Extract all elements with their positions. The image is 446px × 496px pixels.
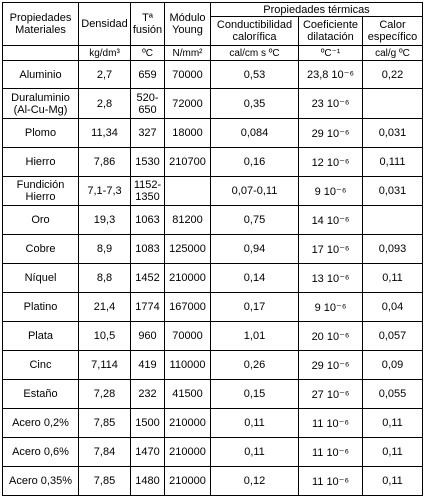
header-material: Propiedades Materiales [3, 3, 79, 46]
cell-material: Aluminio [3, 61, 79, 89]
header-specific-heat: Calor específico [363, 17, 423, 46]
cell-expansion: 13 10⁻⁶ [299, 264, 363, 293]
table-row [3, 293, 423, 322]
cell-specific-heat: 0,11 [363, 467, 423, 496]
cell-conductivity: 1,01 [211, 322, 299, 351]
table-row [3, 119, 423, 148]
cell-melting: 1500 [131, 409, 165, 438]
cell-melting: 1083 [131, 235, 165, 264]
header-melting: Tª fusión [131, 3, 165, 46]
cell-conductivity: 0,084 [211, 119, 299, 148]
table-body [3, 61, 423, 496]
cell-density: 11,34 [79, 119, 131, 148]
cell-density: 7,28 [79, 380, 131, 409]
header-conductivity: Conductibilidad calorífica [211, 17, 299, 46]
table-row [3, 351, 423, 380]
cell-conductivity: 0,53 [211, 61, 299, 89]
cell-specific-heat: 0,093 [363, 235, 423, 264]
cell-expansion: 14 10⁻⁶ [299, 206, 363, 235]
cell-young: 210000 [165, 409, 211, 438]
cell-melting: 520-650 [131, 89, 165, 119]
cell-melting: 327 [131, 119, 165, 148]
table-row [3, 322, 423, 351]
cell-young: 72000 [165, 89, 211, 119]
cell-conductivity: 0,26 [211, 351, 299, 380]
cell-specific-heat: 0,11 [363, 438, 423, 467]
cell-expansion: 23 10⁻⁶ [299, 89, 363, 119]
cell-specific-heat: 0,111 [363, 148, 423, 177]
cell-material: Estaño [3, 380, 79, 409]
cell-young: 210700 [165, 148, 211, 177]
cell-young: 167000 [165, 293, 211, 322]
cell-young: 18000 [165, 119, 211, 148]
cell-young: 110000 [165, 351, 211, 380]
cell-melting: 1774 [131, 293, 165, 322]
header-thermal-group: Propiedades térmicas [211, 3, 423, 17]
cell-expansion: 11 10⁻⁶ [299, 438, 363, 467]
table-row [3, 148, 423, 177]
cell-density: 7,1-7,3 [79, 177, 131, 206]
cell-conductivity: 0,16 [211, 148, 299, 177]
table-row [3, 206, 423, 235]
cell-conductivity: 0,12 [211, 467, 299, 496]
unit-conductivity: cal/cm s ºC [211, 46, 299, 61]
cell-expansion: 11 10⁻⁶ [299, 467, 363, 496]
cell-conductivity: 0,07-0,11 [211, 177, 299, 206]
cell-melting: 1063 [131, 206, 165, 235]
cell-expansion: 12 10⁻⁶ [299, 148, 363, 177]
cell-density: 7,85 [79, 467, 131, 496]
cell-density: 7,86 [79, 148, 131, 177]
cell-material: Plata [3, 322, 79, 351]
cell-material: Fundición Hierro [3, 177, 79, 206]
cell-young: 210000 [165, 264, 211, 293]
cell-young: 70000 [165, 322, 211, 351]
table-row [3, 264, 423, 293]
header-expansion: Coeficiente dilatación [299, 17, 363, 46]
cell-expansion: 17 10⁻⁶ [299, 235, 363, 264]
header-density: Densidad [79, 3, 131, 46]
table-row [3, 177, 423, 206]
cell-melting: 1152-1350 [131, 177, 165, 206]
cell-young: 210000 [165, 467, 211, 496]
cell-density: 8,8 [79, 264, 131, 293]
cell-density: 7,114 [79, 351, 131, 380]
cell-material: Cobre [3, 235, 79, 264]
cell-density: 2,7 [79, 61, 131, 89]
unit-expansion: ºC⁻¹ [299, 46, 363, 61]
cell-density: 10,5 [79, 322, 131, 351]
header-young: Módulo Young [165, 3, 211, 46]
cell-specific-heat: 0,031 [363, 177, 423, 206]
cell-melting: 232 [131, 380, 165, 409]
cell-expansion: 29 10⁻⁶ [299, 351, 363, 380]
table-row [3, 89, 423, 119]
table-row [3, 61, 423, 89]
cell-expansion: 20 10⁻⁶ [299, 322, 363, 351]
cell-material: Platino [3, 293, 79, 322]
cell-material: Duraluminio (Al-Cu-Mg) [3, 89, 79, 119]
unit-melting: ºC [131, 46, 165, 61]
cell-young: 210000 [165, 438, 211, 467]
unit-density: kg/dm³ [79, 46, 131, 61]
cell-young [165, 177, 211, 206]
cell-melting: 1452 [131, 264, 165, 293]
cell-expansion: 27 10⁻⁶ [299, 380, 363, 409]
cell-melting: 960 [131, 322, 165, 351]
cell-conductivity: 0,17 [211, 293, 299, 322]
cell-young: 81200 [165, 206, 211, 235]
cell-specific-heat [363, 206, 423, 235]
cell-specific-heat: 0,057 [363, 322, 423, 351]
table-row [3, 438, 423, 467]
cell-conductivity: 0,94 [211, 235, 299, 264]
cell-material: Acero 0,35% [3, 467, 79, 496]
cell-young: 70000 [165, 61, 211, 89]
cell-melting: 659 [131, 61, 165, 89]
cell-material: Plomo [3, 119, 79, 148]
cell-conductivity: 0,75 [211, 206, 299, 235]
cell-density: 2,8 [79, 89, 131, 119]
material-properties-table [2, 2, 423, 496]
cell-expansion: 23,8 10⁻⁶ [299, 61, 363, 89]
cell-density: 8,9 [79, 235, 131, 264]
cell-conductivity: 0,14 [211, 264, 299, 293]
cell-melting: 1530 [131, 148, 165, 177]
cell-specific-heat: 0,09 [363, 351, 423, 380]
cell-material: Hierro [3, 148, 79, 177]
cell-density: 7,85 [79, 409, 131, 438]
cell-young: 125000 [165, 235, 211, 264]
cell-specific-heat: 0,22 [363, 61, 423, 89]
cell-material: Níquel [3, 264, 79, 293]
cell-melting: 419 [131, 351, 165, 380]
cell-material: Oro [3, 206, 79, 235]
properties-table-container [2, 2, 423, 496]
cell-specific-heat: 0,11 [363, 264, 423, 293]
cell-expansion: 9 10⁻⁶ [299, 293, 363, 322]
cell-conductivity: 0,11 [211, 438, 299, 467]
table-row [3, 235, 423, 264]
cell-specific-heat: 0,031 [363, 119, 423, 148]
unit-blank [3, 46, 79, 61]
cell-material: Acero 0,6% [3, 438, 79, 467]
cell-material: Cinc [3, 351, 79, 380]
cell-expansion: 11 10⁻⁶ [299, 409, 363, 438]
cell-specific-heat [363, 89, 423, 119]
cell-young: 41500 [165, 380, 211, 409]
cell-conductivity: 0,35 [211, 89, 299, 119]
cell-conductivity: 0,11 [211, 409, 299, 438]
unit-young: N/mm² [165, 46, 211, 61]
cell-specific-heat: 0,055 [363, 380, 423, 409]
unit-specific-heat: cal/g ºC [363, 46, 423, 61]
cell-density: 21,4 [79, 293, 131, 322]
cell-melting: 1480 [131, 467, 165, 496]
cell-specific-heat: 0,11 [363, 409, 423, 438]
table-row [3, 467, 423, 496]
cell-expansion: 29 10⁻⁶ [299, 119, 363, 148]
cell-expansion: 9 10⁻⁶ [299, 177, 363, 206]
cell-density: 7,84 [79, 438, 131, 467]
table-row [3, 380, 423, 409]
cell-density: 19,3 [79, 206, 131, 235]
cell-conductivity: 0,15 [211, 380, 299, 409]
cell-melting: 1470 [131, 438, 165, 467]
cell-specific-heat: 0,04 [363, 293, 423, 322]
table-row [3, 409, 423, 438]
cell-material: Acero 0,2% [3, 409, 79, 438]
